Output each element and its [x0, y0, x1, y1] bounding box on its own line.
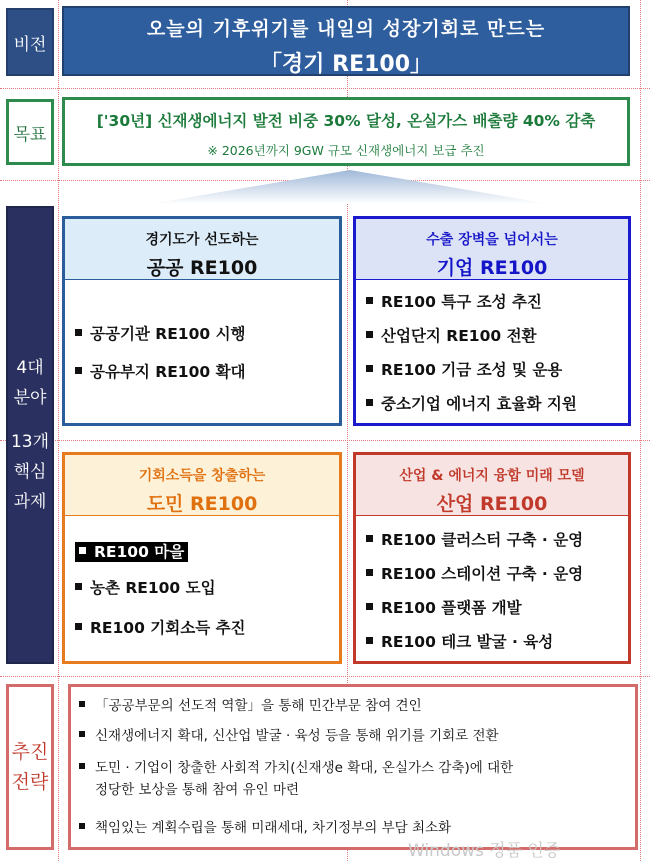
- bullet-icon: [79, 823, 85, 829]
- enterprise-re100-box: [353, 216, 631, 426]
- industry-re100-box: [353, 452, 631, 664]
- bullet-icon: [79, 547, 86, 554]
- public-re100-header: [62, 216, 342, 282]
- bullet-icon: [79, 701, 85, 707]
- bullet-icon: [75, 329, 82, 336]
- strategy-item-cont: 정당한 보상을 통해 참여 유인 마련: [95, 782, 300, 798]
- industry-title: 산업 RE100: [436, 493, 548, 515]
- four-areas-label: [6, 206, 54, 664]
- bullet-icon: [366, 569, 373, 576]
- list-item: [75, 540, 188, 562]
- list-item: 중소기업 에너지 효율화 지원: [366, 392, 577, 414]
- list-item: RE100 기금 조성 및 운용: [366, 358, 562, 380]
- strategy-item: 책임있는 계획수립을 통해 미래세대, 차기정부의 부담 최소화: [79, 817, 451, 839]
- list-item: 산업단지 RE100 전환: [366, 324, 537, 346]
- enterprise-title: 기업 RE100: [436, 257, 548, 279]
- enterprise-re100-header: [353, 216, 631, 282]
- bullet-icon: [366, 399, 373, 406]
- citizen-title: 도민 RE100: [146, 493, 258, 515]
- strategy-item: 「공공부문의 선도적 역할」을 통해 민간부문 참여 견인: [79, 695, 422, 717]
- guide-line: [640, 0, 641, 861]
- list-item: RE100 기회소득 추진: [75, 616, 246, 638]
- bullet-icon: [79, 731, 85, 737]
- public-re100-body: [62, 280, 342, 426]
- four-areas-text: 13개: [10, 432, 50, 452]
- strategy-box: [68, 684, 638, 850]
- bullet-icon: [366, 637, 373, 644]
- list-item: RE100 클러스터 구축 · 운영: [366, 528, 583, 550]
- bullet-icon: [75, 367, 82, 374]
- list-item: 농촌 RE100 도입: [75, 576, 216, 598]
- list-item: 공공기관 RE100 시행: [75, 322, 246, 344]
- industry-subtitle: 산업 & 에너지 융합 미래 모델: [399, 468, 585, 484]
- citizen-re100-header: [62, 452, 342, 518]
- public-title: 공공 RE100: [146, 257, 258, 279]
- enterprise-subtitle: 수출 장벽을 넘어서는: [426, 232, 558, 248]
- vision-line-1: 오늘의 기후위기를 내일의 성장기회로 만드는: [146, 18, 546, 40]
- bullet-icon: [366, 603, 373, 610]
- guide-line: [0, 88, 650, 89]
- selected-text: RE100 마을: [75, 542, 188, 562]
- windows-activation-watermark: Windows 정품 인증: [408, 841, 561, 861]
- list-item: RE100 특구 조성 추진: [366, 290, 542, 312]
- vision-line-2: 「경기 RE100」: [259, 52, 433, 77]
- guide-line: [58, 0, 59, 861]
- list-item: RE100 플랫폼 개발: [366, 596, 522, 618]
- guide-line: [0, 440, 650, 441]
- strategy-label: [6, 684, 54, 850]
- citizen-re100-body: [62, 516, 342, 664]
- public-re100-box: [62, 216, 342, 426]
- industry-re100-header: [353, 452, 631, 518]
- bullet-icon: [366, 365, 373, 372]
- goal-box: [62, 97, 630, 166]
- industry-re100-body: [353, 516, 631, 664]
- citizen-subtitle: 기회소득을 창출하는: [138, 468, 266, 484]
- bullet-icon: [366, 535, 373, 542]
- strategy-label-text: 추진: [11, 741, 49, 763]
- list-item: RE100 테크 발굴 · 육성: [366, 630, 553, 652]
- public-subtitle: 경기도가 선도하는: [145, 232, 259, 248]
- list-item: 공유부지 RE100 확대: [75, 360, 246, 382]
- vision-label: [6, 8, 54, 76]
- four-areas-text: 과제: [13, 492, 47, 512]
- guide-line: [0, 676, 650, 677]
- bullet-icon: [366, 331, 373, 338]
- four-areas-text: 분야: [13, 388, 47, 408]
- strategy-item: 도민 · 기업이 창출한 사회적 가치(신재생e 확대, 온실가스 감축)에 대한 정당한 보상을 통해 참여 유인 마련: [79, 757, 513, 801]
- goal-label-text: 목표: [13, 124, 47, 145]
- four-areas-text: 4대: [16, 358, 44, 378]
- vision-label-text: 비전: [13, 34, 47, 55]
- four-areas-text: 핵심: [13, 462, 47, 482]
- vision-banner: [62, 6, 630, 76]
- bullet-icon: [75, 583, 82, 590]
- strategy-label-text: 전략: [11, 771, 49, 793]
- enterprise-re100-body: [353, 280, 631, 426]
- bullet-icon: [79, 763, 85, 769]
- list-item: RE100 스테이션 구축 · 운영: [366, 562, 583, 584]
- goal-main-text: ['30년] 신재생에너지 발전 비중 30% 달성, 온실가스 배출량 40% 감축: [96, 112, 596, 130]
- up-arrow-icon: [150, 168, 550, 204]
- goal-label: [6, 99, 54, 165]
- bullet-icon: [366, 297, 373, 304]
- citizen-re100-box: [62, 452, 342, 664]
- bullet-icon: [75, 623, 82, 630]
- strategy-item: 신재생에너지 확대, 신산업 발굴 · 육성 등을 통해 위기를 기회로 전환: [79, 725, 499, 747]
- goal-note-text: ※ 2026년까지 9GW 규모 신재생에너지 보급 추진: [207, 143, 485, 158]
